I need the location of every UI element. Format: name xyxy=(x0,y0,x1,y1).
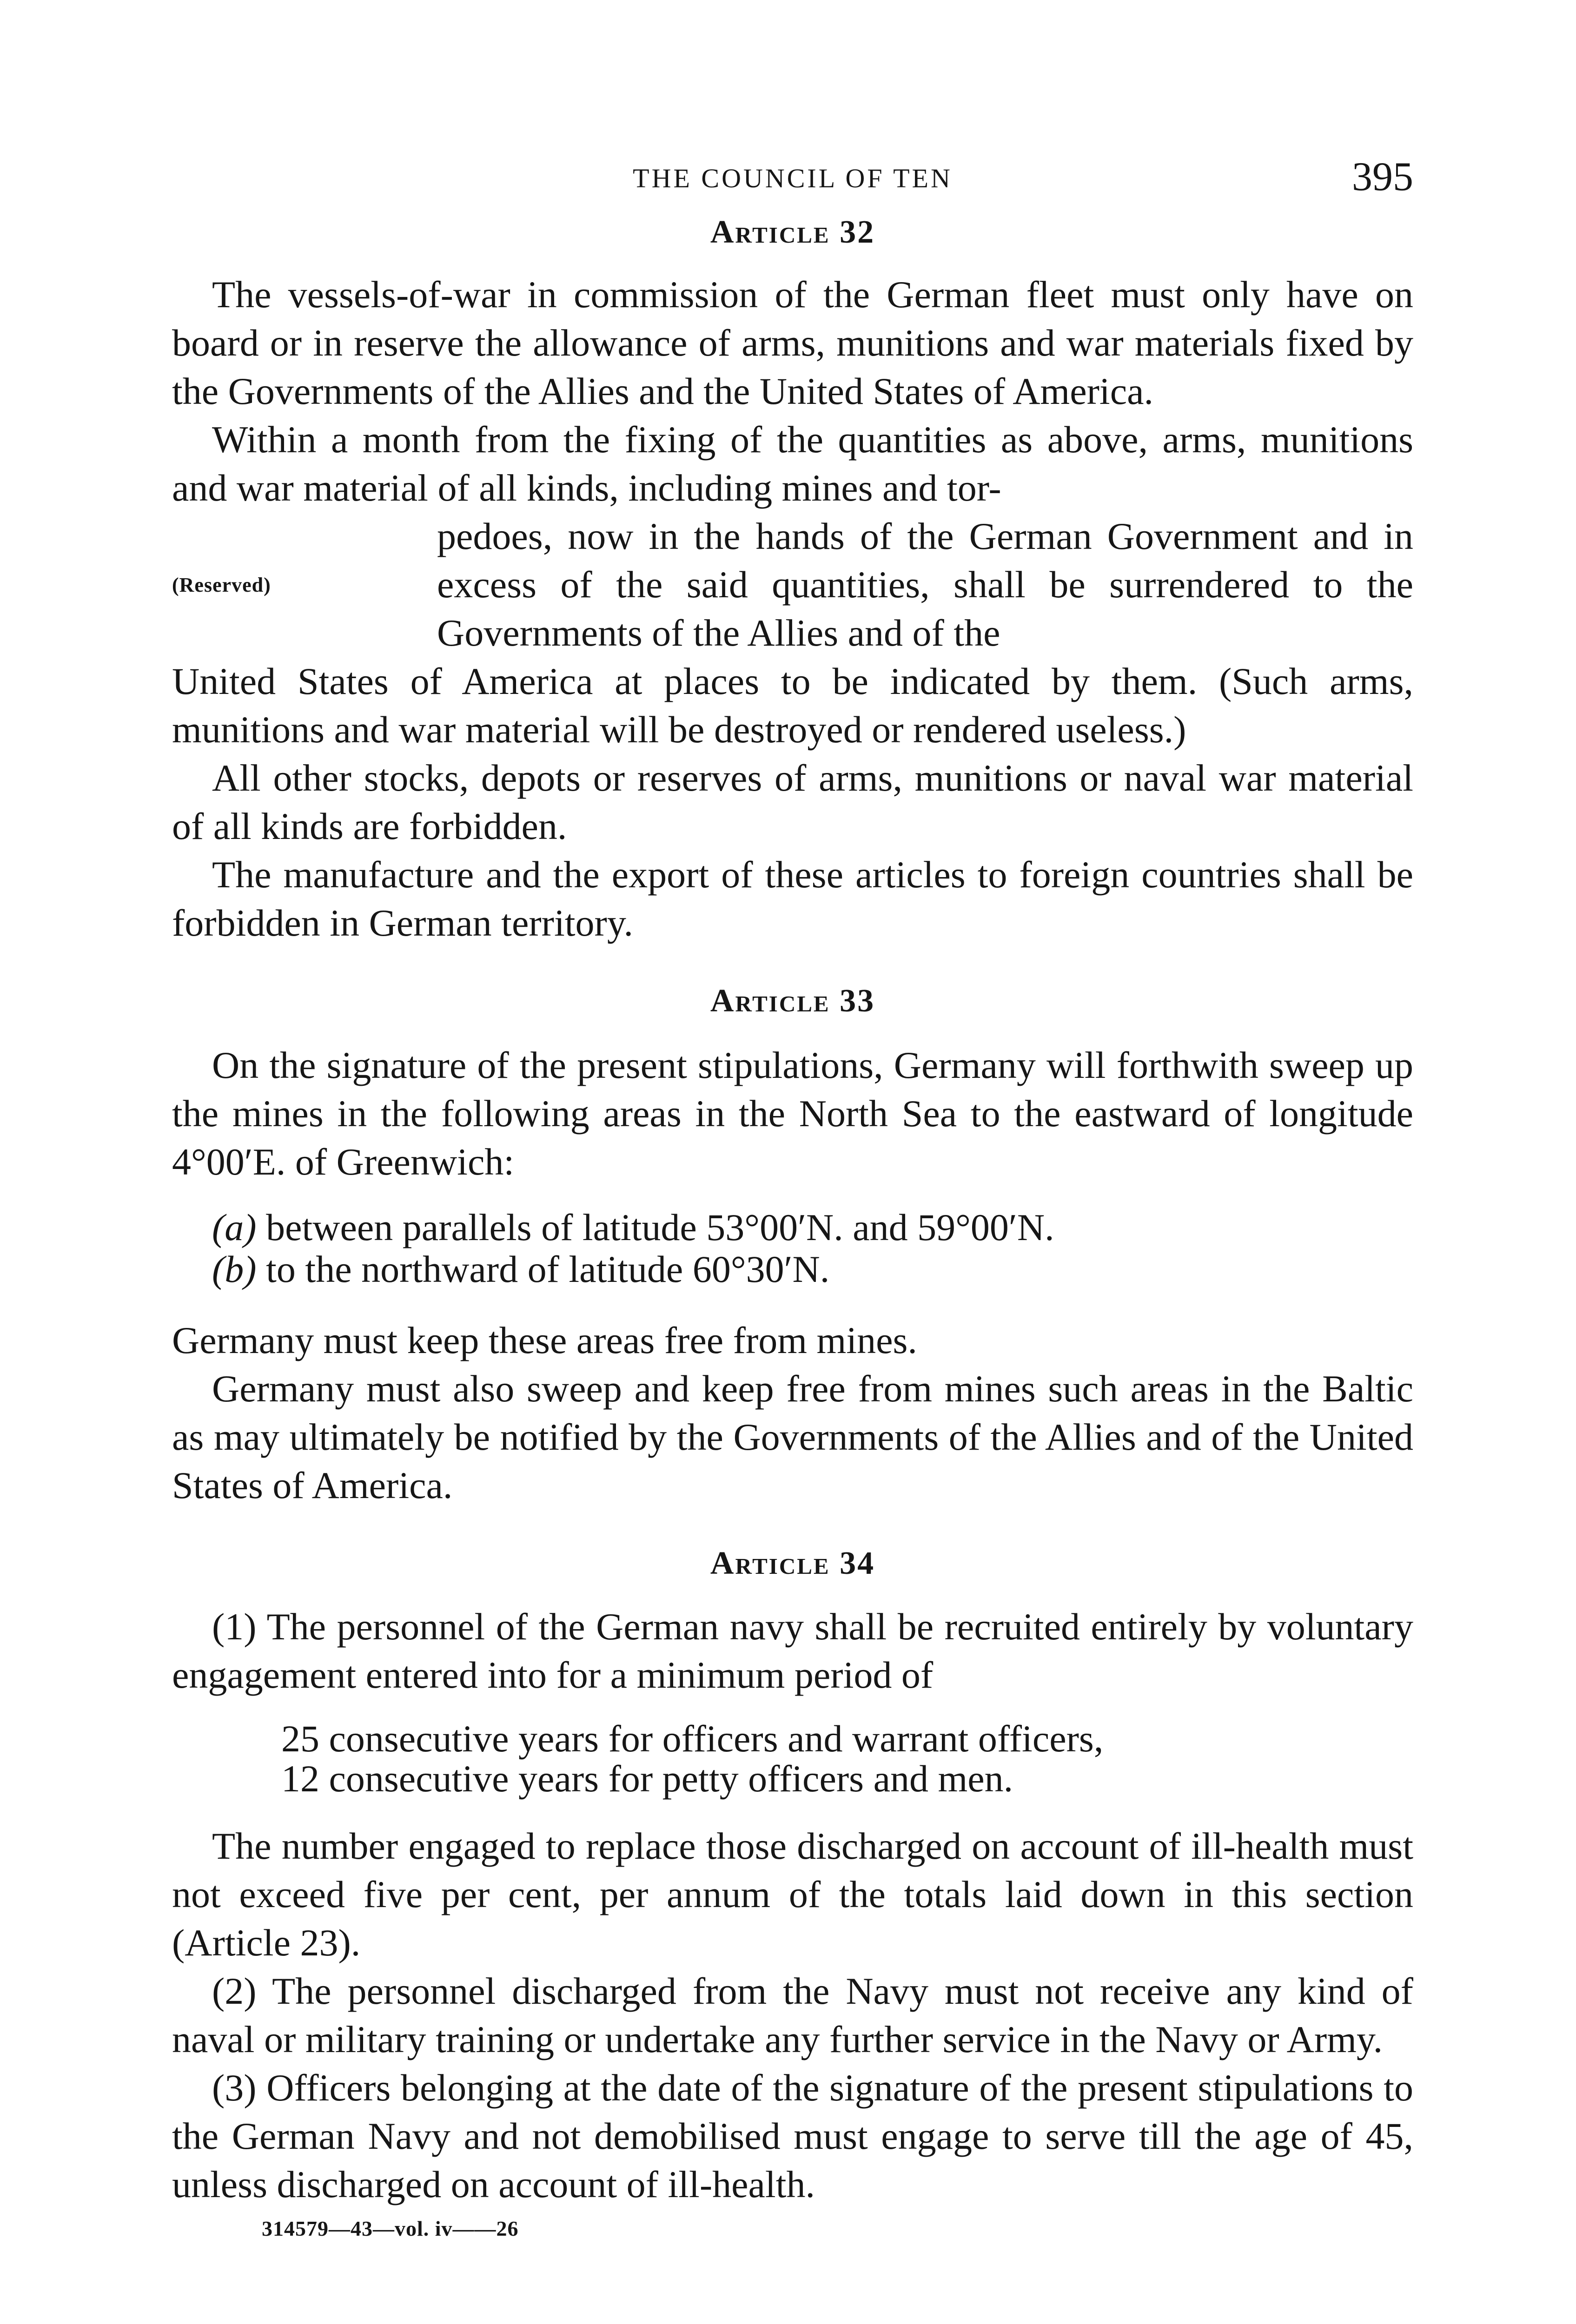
article-34-paragraph-2: The number engaged to replace those discharged on account of ill-health must not exceed five per cent, per annum of the totals laid down in this section (Article 23). xyxy=(172,1825,1413,1964)
running-title: THE COUNCIL OF TEN xyxy=(633,163,953,193)
article-33-heading: Article 33 xyxy=(710,983,875,1019)
list-item-text: between parallels of latitude 53°00′N. and 59°00′N. xyxy=(266,1206,1054,1248)
article-34-heading: Article 34 xyxy=(710,1545,875,1581)
article-33-paragraph-3: Germany must also sweep and keep free from mines such areas in the Baltic as may ultimately be notified by the Governments of the Allies and of the United States of America. xyxy=(172,1367,1413,1506)
article-32-paragraph-2-tail: United States of America at places to be indicated by them. (Such arms, munitions and war material will be destroyed or rendered useless.) xyxy=(172,660,1413,751)
document-page xyxy=(172,153,1413,2241)
article-32-paragraph-2-lead: Within a month from the fixing of the quantities as above, arms, munitions and war material of all kinds, including mines and tor- xyxy=(172,418,1413,509)
reserved-passage xyxy=(172,512,1413,657)
service-terms-list xyxy=(281,1719,1413,1799)
list-item xyxy=(212,1207,1413,1248)
article-32-paragraph-4: The manufacture and the export of these articles to foreign countries shall be forbidden in German territory. xyxy=(172,853,1413,944)
article-34 xyxy=(172,1545,1413,2209)
list-item xyxy=(212,1248,1413,1290)
list-item: 25 consecutive years for officers and warrant officers, xyxy=(281,1717,1104,1760)
article-32-paragraph-1: The vessels-of-war in commission of the German fleet must only have on board or in reserve the allowance of arms, munitions and war materials fixed by the Governments of the Allies and the United States of America. xyxy=(172,273,1413,412)
mine-area-list xyxy=(212,1207,1413,1290)
printer-footer-line: 314579—43—vol. iv——26 xyxy=(262,2217,519,2240)
list-item: 12 consecutive years for petty officers and men. xyxy=(281,1757,1013,1800)
article-32-heading: Article 32 xyxy=(710,214,875,250)
article-32-paragraph-3: All other stocks, depots or reserves of arms, munitions or naval war material of all kinds are forbidden. xyxy=(172,757,1413,847)
article-34-paragraph-3: (2) The personnel discharged from the Navy must not receive any kind of naval or military training or undertake any further service in the Navy or Army. xyxy=(172,1970,1413,2060)
reserved-passage-text: pedoes, now in the hands of the German Government and in excess of the said quantities, shall be surrendered to the Governments of the Allies and of the xyxy=(437,515,1413,654)
margin-note-reserved: (Reserved) xyxy=(172,573,271,596)
list-marker: (a) xyxy=(212,1206,257,1248)
article-33 xyxy=(172,983,1413,1510)
page-number: 395 xyxy=(1352,154,1413,199)
article-33-paragraph-1: On the signature of the present stipulations, Germany will forthwith sweep up the mines in the following areas in the North Sea to the eastward of longitude 4°00′E. of Greenwich: xyxy=(172,1044,1413,1183)
list-marker: (b) xyxy=(212,1248,257,1290)
article-32 xyxy=(172,214,1413,947)
list-item-text: to the northward of latitude 60°30′N. xyxy=(266,1248,830,1290)
article-33-paragraph-2: Germany must keep these areas free from mines. xyxy=(172,1319,917,1361)
article-34-paragraph-1: (1) The personnel of the German navy shall be recruited entirely by voluntary engagement entered into for a minimum period of xyxy=(172,1605,1413,1696)
article-34-paragraph-4: (3) Officers belonging at the date of the signature of the present stipulations to the German Navy and not demobilised must engage to serve till the age of 45, unless discharged on account of ill-health. xyxy=(172,2067,1413,2205)
running-header xyxy=(172,153,1413,205)
